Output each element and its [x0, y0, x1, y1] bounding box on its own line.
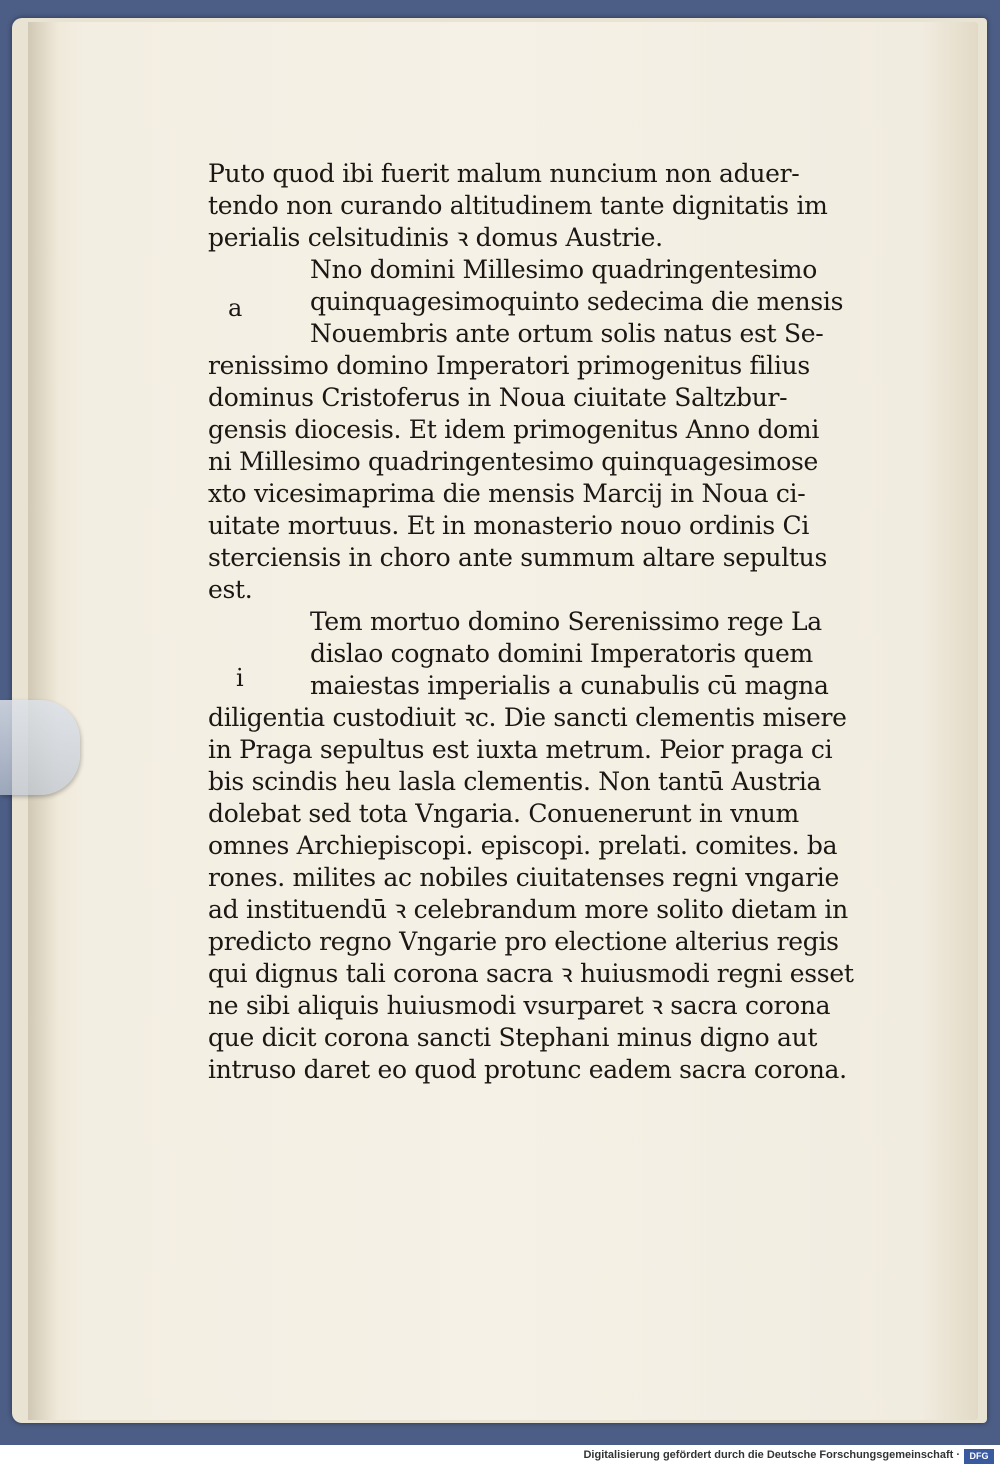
text-line: ni Millesimo quadringentesimo quinquagesimose: [208, 447, 818, 476]
text-line: intruso daret eo quod protunc eadem sacra corona.: [208, 1055, 847, 1084]
text-line: bis scindis heu lasla clementis. Non tantū Austria: [208, 767, 822, 796]
text-line: xto vicesimaprima die mensis Marcij in Noua ci-: [208, 479, 806, 508]
text-line: uitate mortuus. Et in monasterio nouo ordinis Ci: [208, 511, 810, 540]
text-line: omnes Archiepiscopi. episcopi. prelati. comites. ba: [208, 831, 838, 860]
text-line: dominus Cristoferus in Noua ciuitate Saltzbur-: [208, 383, 788, 412]
text-line: sterciensis in choro ante summum altare sepultus: [208, 543, 827, 572]
text-line: maiestas imperialis a cunabulis cū magna: [310, 671, 829, 700]
footer-credit: Digitalisierung gefördert durch die Deutsche Forschungsgemeinschaft ·: [583, 1449, 960, 1461]
dfg-logo: DFG: [964, 1449, 994, 1464]
text-line: perialis celsitudinis ꝛ domus Austrie.: [208, 223, 663, 252]
text-line: dislao cognato domini Imperatoris quem: [310, 639, 813, 668]
text-line: renissimo domino Imperatori primogenitus filius: [208, 351, 810, 380]
text-line: Nno domini Millesimo quadringentesimo: [310, 255, 817, 284]
text-line: rones. milites ac nobiles ciuitatenses regni vngarie: [208, 863, 839, 892]
text-line: in Praga sepultus est iuxta metrum. Peior praga ci: [208, 735, 833, 764]
text-line: ad instituendū ꝛ celebrandum more solito dietam in: [208, 895, 848, 924]
marginal-letter-a: a: [228, 294, 243, 322]
text-line: dolebat sed tota Vngaria. Conuenerunt in vnum: [208, 799, 799, 828]
text-line: tendo non curando altitudinem tante dignitatis im: [208, 191, 828, 220]
text-line: Nouembris ante ortum solis natus est Se-: [310, 319, 824, 348]
text-line: qui dignus tali corona sacra ꝛ huiusmodi regni esset: [208, 959, 854, 988]
text-line: diligentia custodiuit ꝛc. Die sancti clementis misere: [208, 703, 847, 732]
text-line: predicto regno Vngarie pro electione alterius regis: [208, 927, 839, 956]
text-line: que dicit corona sancti Stephani minus digno aut: [208, 1023, 818, 1052]
text-line: gensis diocesis. Et idem primogenitus Anno domi: [208, 415, 820, 444]
marginal-letter-i: i: [236, 664, 244, 692]
footer-bar: [0, 1445, 1000, 1469]
text-block: [208, 158, 880, 1086]
text-line: ne sibi aliquis huiusmodi vsurparet ꝛ sacra corona: [208, 991, 831, 1020]
text-line: Puto quod ibi fuerit malum nuncium non aduer-: [208, 159, 800, 188]
text-line: quinquagesimoquinto sedecima die mensis: [310, 287, 844, 316]
page-clip: [0, 700, 80, 795]
text-line: Tem mortuo domino Serenissimo rege La: [310, 607, 822, 636]
text-line: est.: [208, 575, 253, 604]
